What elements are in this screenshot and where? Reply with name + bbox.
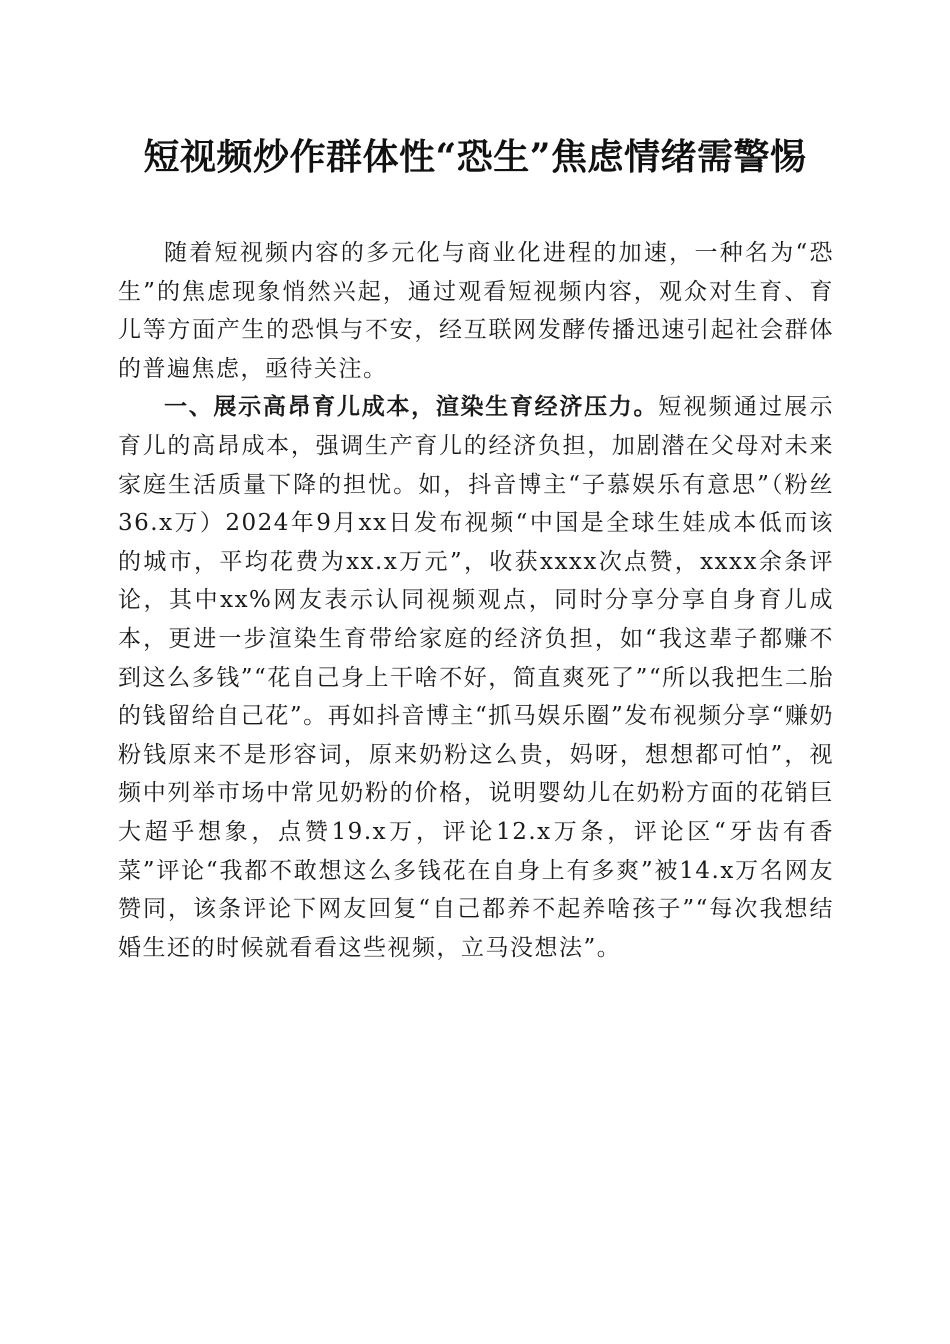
section-1-text: 短视频通过展示育儿的高昂成本，强调生产育儿的经济负担，加剧潜在父母对未来家庭生活质量下降的担忧。如，抖音博主“子慕娱乐有意思”（粉丝36.x万）2024年9月xx日发布视频“中国是全球生娃成本低而该的城市，平均花费为xx.x万元”，收获xxxx次点赞，xxxx余条评论，其中xx%网友表示认同视频观点，同时分享分享自身育儿成本，更进一步渲染生育带给家庭的经济负担，如“我这辈子都赚不到这么多钱”“花自己身上干啥不好，简直爽死了”“所以我把生二胎的钱留给自己花”。再如抖音博主“抓马娱乐圈”发布视频分享“赚奶粉钱原来不是形容词，原来奶粉这么贵，妈呀，想想都可怕”，视频中列举市场中常见奶粉的价格，说明婴幼儿在奶粉方面的花销巨大超乎想象，点赞19.x万，评论12.x万条，评论区“牙齿有香菜”评论“我都不敢想这么多钱花在自身上有多爽”被14.x万名网友赞同，该条评论下网友回复“自己都养不起养啥孩子”“每次我想结婚生还的时候就看看这些视频，立马没想法”。 <box>118 394 835 961</box>
paragraph-section-1 <box>118 388 834 967</box>
section-1-heading: 一、展示高昂育儿成本，渲染生育经济压力。 <box>164 394 659 421</box>
paragraph-intro-text: 随着短视频内容的多元化与商业化进程的加速，一种名为“恐生”的焦虑现象悄然兴起，通过观看短视频内容，观众对生育、育儿等方面产生的恐惧与不安，经互联网发酵传播迅速引起社会群体的普遍焦虑，亟待关注。 <box>118 240 834 382</box>
document-title: 短视频炒作群体性“恐生”焦虑情绪需警惕 <box>143 136 807 178</box>
paragraph-intro <box>118 234 834 388</box>
document-body <box>118 234 834 967</box>
